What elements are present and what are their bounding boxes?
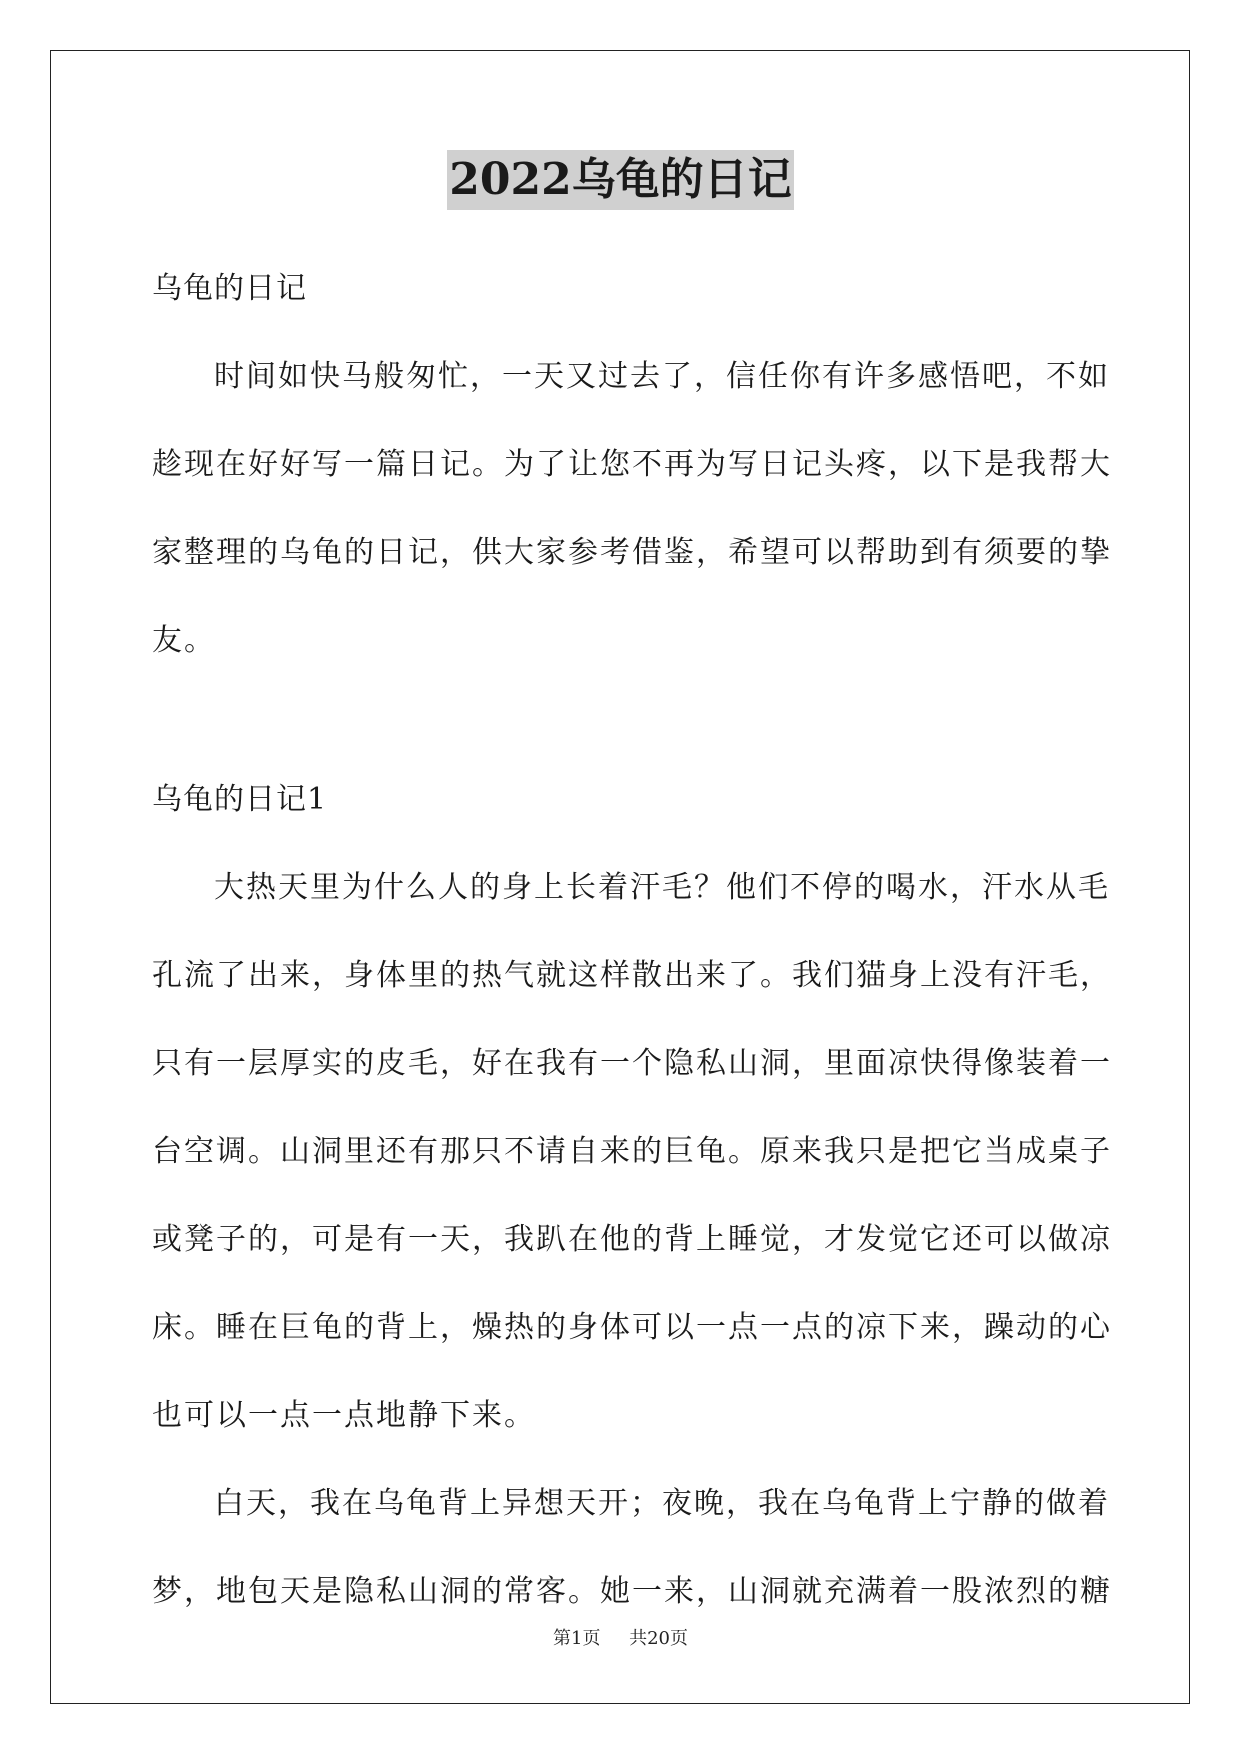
page-number-current: 第1页 (553, 1628, 601, 1649)
paragraph-line: 友。 (152, 623, 216, 658)
paragraph-line: 趁现在好好写一篇日记。为了让您不再为写日记头疼，以下是我帮大 (152, 447, 1112, 482)
paragraph-line: 梦，地包天是隐私山洞的常客。她一来，山洞就充满着一股浓烈的糖 (152, 1574, 1112, 1609)
paragraph-line: 或凳子的，可是有一天，我趴在他的背上睡觉，才发觉它还可以做凉 (152, 1222, 1112, 1257)
section-heading: 乌龟的日记1 (152, 782, 328, 817)
paragraph-line: 床。睡在巨龟的背上，燥热的身体可以一点一点的凉下来，躁动的心 (152, 1310, 1112, 1345)
blank-spacer (152, 704, 1087, 775)
paragraph-line: 大热天里为什么人的身上长着汗毛？他们不停的喝水，汗水从毛 (214, 870, 1110, 905)
title-container (0, 150, 1241, 210)
paragraph-line: 时间如快马般匆忙，一天又过去了，信任你有许多感悟吧，不如 (214, 359, 1110, 394)
paragraph-line: 台空调。山洞里还有那只不请自来的巨龟。原来我只是把它当成桌子 (152, 1134, 1112, 1169)
document-title: 2022乌龟的日记 (447, 150, 793, 210)
paragraph-line: 孔流了出来，身体里的热气就这样散出来了。我们猫身上没有汗毛， (152, 958, 1112, 993)
paragraph-line: 白天，我在乌龟背上异想天开；夜晚，我在乌龟背上宁静的做着 (214, 1486, 1110, 1521)
paragraph-line: 家整理的乌龟的日记，供大家参考借鉴，希望可以帮助到有须要的挚 (152, 535, 1112, 570)
page-footer (0, 1624, 1241, 1650)
section-heading: 乌龟的日记 (152, 271, 307, 306)
page-number-total: 共20页 (629, 1628, 688, 1649)
paragraph-line: 也可以一点一点地静下来。 (152, 1398, 536, 1433)
document-body (152, 264, 1112, 1655)
paragraph-line: 只有一层厚实的皮毛，好在我有一个隐私山洞，里面凉快得像装着一 (152, 1046, 1112, 1081)
